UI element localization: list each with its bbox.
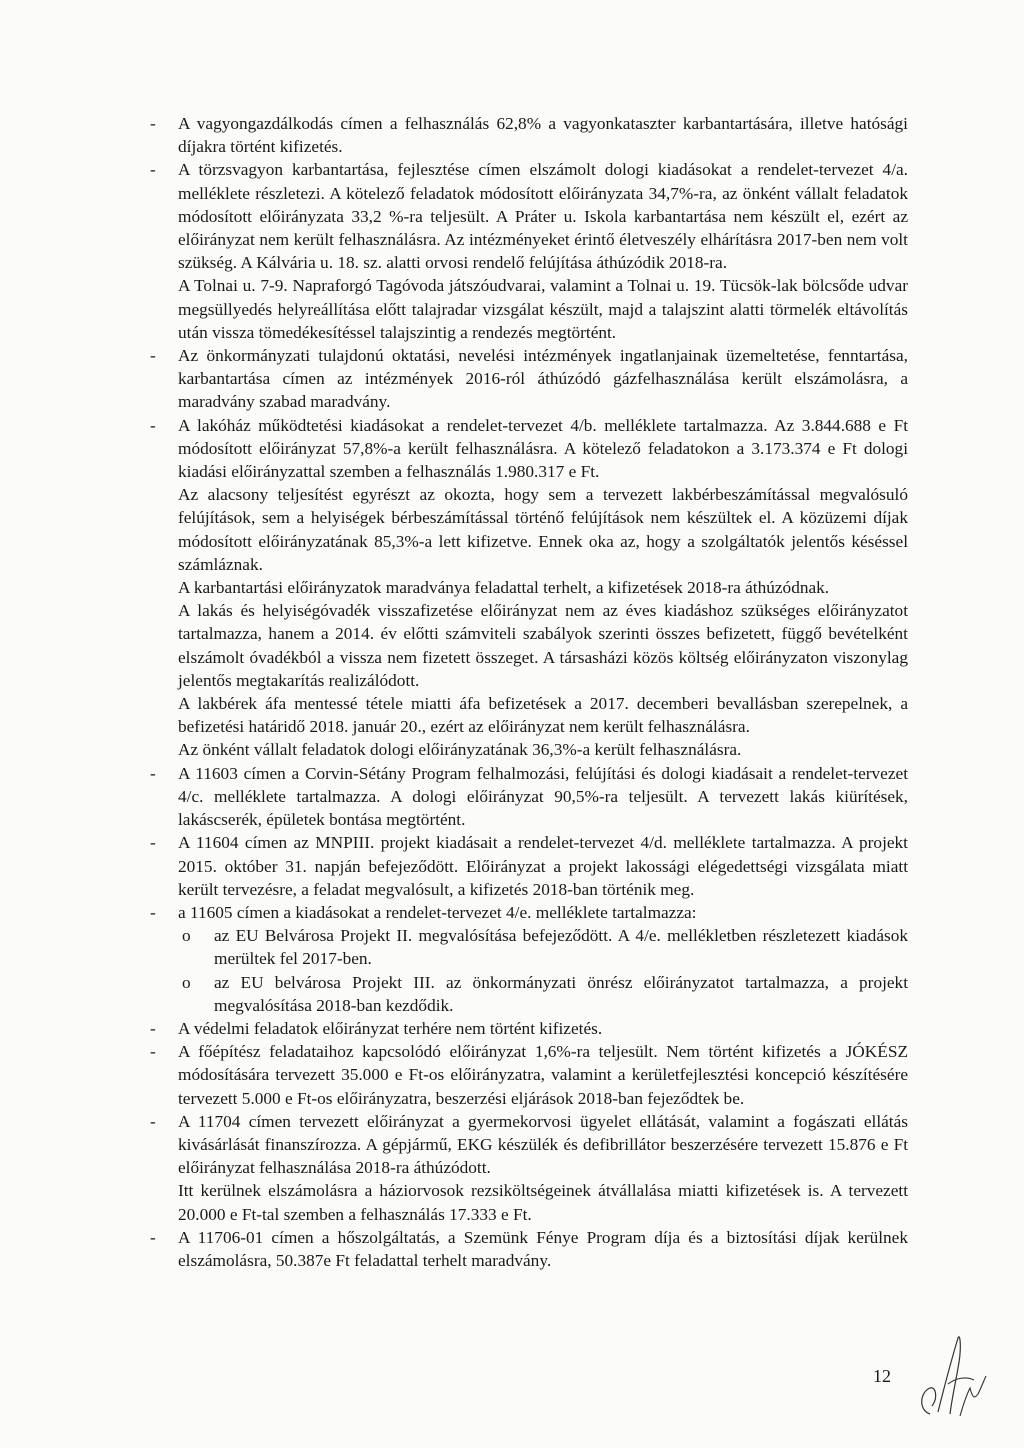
dash-marker: - xyxy=(150,833,156,853)
paragraph-text: A 11604 címen az MNPIII. projekt kiadásait a rendelet-tervezet 4/d. melléklete tartalmazza. A projekt 2015. október 31. napján befejeződött. Előirányzat a projekt lakossági elégedettségi vizsgálata miatt került tervezésre, a feladat megvalósult, a kifizetés 2018-ban történik meg. xyxy=(178,833,908,899)
dash-marker: - xyxy=(150,346,156,366)
dash-marker: - xyxy=(150,1111,156,1131)
dash-marker: - xyxy=(150,415,156,435)
paragraph-text: Az önként vállalt feladatok dologi előirányzatának 36,3%-a került felhasználásra. xyxy=(178,740,742,760)
sub-list-item xyxy=(148,971,908,1017)
handwritten-signature xyxy=(908,1318,988,1418)
dash-marker: - xyxy=(150,160,156,180)
sub-list-text: az EU belvárosa Projekt III. az önkormányzati önrész előirányzatot tartalmazza, a projekt megvalósítása 2018-ban kezdődik. xyxy=(214,972,908,1015)
dash-marker: - xyxy=(150,902,156,922)
paragraph xyxy=(148,112,908,158)
paragraph xyxy=(148,599,908,692)
dash-marker: - xyxy=(150,114,156,133)
sub-list-text: az EU Belvárosa Projekt II. megvalósítása befejeződött. A 4/e. mellékletben részletezett kiadások merültek fel 2017-ben. xyxy=(214,926,908,969)
paragraph-text: A 11704 címen tervezett előirányzat a gyermekorvosi ügyelet ellátását, valamint a fogászati ellátás kivásárlását finanszírozza. A gépjármű, EKG készülék és defibrillátor beszerzésére tervezett 15.876 e Ft előirányzat felhasználása 2018-ra áthúzódott. xyxy=(178,1111,908,1178)
paragraph xyxy=(148,344,908,414)
paragraph-text: A főépítész feladataihoz kapcsolódó előirányzat 1,6%-ra teljesült. Nem történt kifizetés a JÓKÉSZ módosítására tervezett 35.000 e Ft-os előirányzatra, valamint a kerületfejlesztési koncepció készítésére tervezett 5.000 e Ft-os előirányzatra, beszerzési eljárások 2018-ban fejeződtek be. xyxy=(178,1042,908,1108)
paragraph xyxy=(148,692,908,738)
dash-marker: - xyxy=(150,1018,156,1038)
paragraph xyxy=(148,831,908,901)
paragraph xyxy=(148,901,908,924)
paragraph-text: A Tolnai u. 7-9. Napraforgó Tagóvoda játszóudvarai, valamint a Tolnai u. 19. Tücsök-lak bölcsőde udvar megsüllyedés helyreállítása előtt talajradar vizsgálat készült, majd a talajszint alatti törmelék eltávolítás után vissza tömedékesítéssel talajszintig a rendezés megtörtént. xyxy=(178,276,908,342)
paragraph xyxy=(148,158,908,274)
paragraph-text: A vagyongazdálkodás címen a felhasználás 62,8% a vagyonkataszter karbantartására, illetve hatósági díjakra történt kifizetés. xyxy=(178,114,908,157)
circle-bullet-icon: o xyxy=(182,972,191,992)
paragraph-text: A védelmi feladatok előirányzat terhére nem történt kifizetés. xyxy=(178,1018,603,1038)
paragraph xyxy=(148,483,908,576)
dash-marker: - xyxy=(150,1042,156,1062)
paragraph xyxy=(148,1040,908,1110)
paragraph xyxy=(148,1110,908,1180)
paragraph xyxy=(148,1179,908,1225)
paragraph xyxy=(148,1017,908,1040)
document-body xyxy=(148,112,908,1272)
dash-marker: - xyxy=(150,763,156,783)
paragraph-text: A 11706-01 címen a hőszolgáltatás, a Szemünk Fénye Program díja és a biztosítási díjak kerülnek elszámolásra, 50.387e Ft feladattal terhelt maradvány. xyxy=(178,1227,908,1270)
paragraph-text: A lakbérek áfa mentessé tétele miatti áfa befizetések a 2017. decemberi bevallásban szerepelnek, a befizetési határidő 2018. január 20., ezért az előirányzat nem került felhasználásra. xyxy=(178,694,908,737)
paragraph-text: Itt kerülnek elszámolásra a háziorvosok rezsiköltségeinek átvállalása miatti kifizetések is. A tervezett 20.000 e Ft-tal szemben a felhasználás 17.333 e Ft. xyxy=(178,1181,908,1224)
sub-list-item xyxy=(148,924,908,970)
paragraph-text: A lakóház működtetési kiadásokat a rendelet-tervezet 4/b. melléklete tartalmazza. Az 3.844.688 e Ft módosított előirányzat 57,8%-a került felhasználásra. A kötelező feladatokon a 3.173.374 e Ft dologi kiadási előirányzattal szemben a felhasználás 1.980.317 e Ft. xyxy=(178,415,908,482)
paragraph-text: a 11605 címen a kiadásokat a rendelet-tervezet 4/e. melléklete tartalmazza: xyxy=(178,902,697,922)
paragraph xyxy=(148,738,908,761)
paragraph xyxy=(148,576,908,599)
paragraph xyxy=(148,274,908,344)
dash-marker: - xyxy=(150,1227,156,1247)
paragraph-text: Az önkormányzati tulajdonú oktatási, nevelési intézmények ingatlanjainak üzemeltetése, fenntartása, karbantartása címen az intézmények 2016-ról áthúzódó gázfelhasználása került elszámolásra, a maradvány szabad maradvány. xyxy=(178,346,908,412)
paragraph-text: A törzsvagyon karbantartása, fejlesztése címen elszámolt dologi kiadásokat a rendelet-tervezet 4/a. melléklete részletezi. A kötelező feladatok módosított előirányzata 34,7%-ra, az önként vállalt feladatok módosított előirányzata 33,2 %-ra teljesült. A Práter u. Iskola karbantartása nem készült el, ezért az előirányzat nem került felhasználásra. Az intézményeket érintő életveszély elhárításra 2017-ben nem volt szükség. A Kálvária u. 18. sz. alatti orvosi rendelő felújítása áthúzódik 2018-ra. xyxy=(178,160,908,273)
paragraph xyxy=(148,762,908,832)
paragraph-text: A lakás és helyiségóvadék visszafizetése előirányzat nem az éves kiadáshoz szükséges előirányzatot tartalmazza, hanem a 2014. év előtti számviteli szabályok szerinti összes befizetett, függő bevételként elszámolt óvadékból a vissza nem fizetett összeget. A társasházi közös költség előirányzaton viszonylag jelentős megtakarítás realizálódott. xyxy=(178,601,908,690)
paragraph xyxy=(148,414,908,484)
page-number: 12 xyxy=(873,1366,891,1386)
paragraph-text: Az alacsony teljesítést egyrészt az okozta, hogy sem a tervezett lakbérbeszámítással megvalósuló felújítások, sem a helyiségek bérbeszámítással történő felújítások nem készültek el. A közüzemi díjak módosított előirányzatának 85,3%-a lett kifizetve. Ennek oka az, hogy a szolgáltatók jelentős késéssel számláznak. xyxy=(178,485,908,574)
paragraph-text: A 11603 címen a Corvin-Sétány Program felhalmozási, felújítási és dologi kiadásait a rendelet-tervezet 4/c. melléklete tartalmazza. A dologi előirányzat 90,5%-ra teljesült. A tervezett lakás kiürítések, lakáscserék, épületek bontása megtörtént. xyxy=(178,763,908,830)
paragraph-text: A karbantartási előirányzatok maradványa feladattal terhelt, a kifizetések 2018-ra áthúzódnak. xyxy=(178,578,830,598)
circle-bullet-icon: o xyxy=(182,926,191,946)
paragraph xyxy=(148,1226,908,1272)
